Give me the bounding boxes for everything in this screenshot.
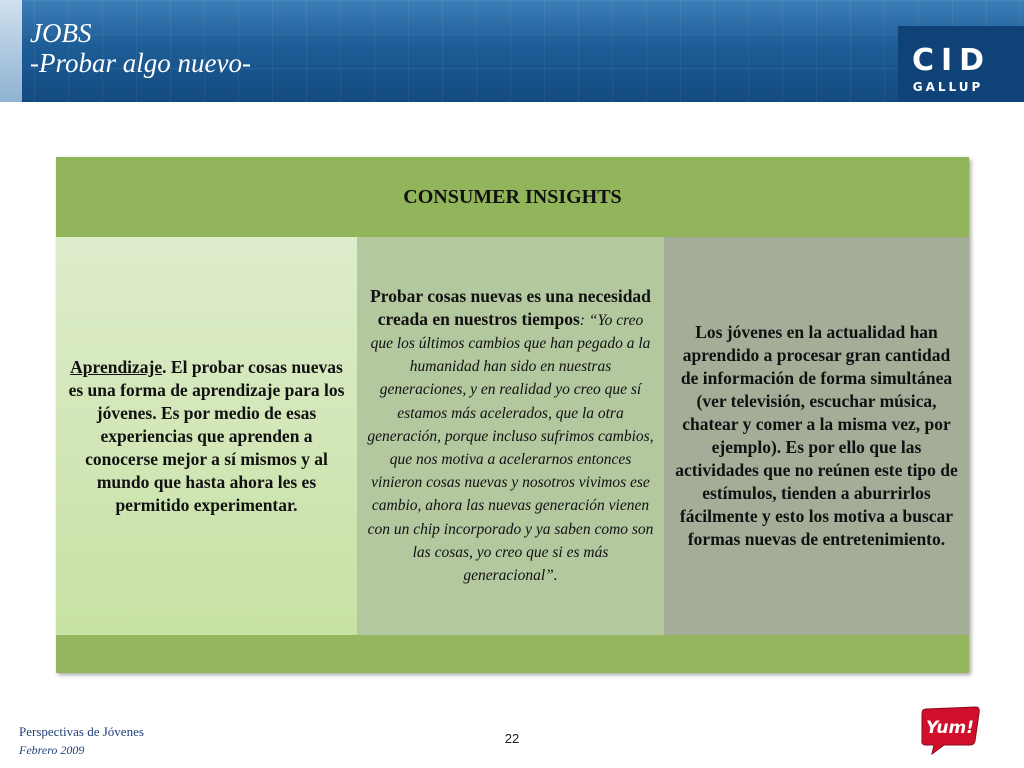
table-footer-band [56, 635, 969, 673]
footer-date: Febrero 2009 [19, 743, 85, 757]
insights-table [56, 157, 969, 673]
header-banner [0, 0, 1024, 102]
slide-title-line1: JOBS [30, 18, 92, 48]
insight-multitasking-text: Los jóvenes en la actualidad han aprendido a procesar gran cantidad de información de forma simultánea (ver televisión, escuchar música, chatear y comer a la misma vez, por ejemplo). Es por ello que las actividades que no reúnen este tipo de estímulos, tienden a aburrirlos fácilmente y esto los motiva a buscar formas nuevas de entretenimiento. [675, 322, 958, 549]
logo-gallup-text: GALLUP [912, 80, 984, 94]
insight-cell-multitasking [664, 237, 969, 635]
insight-trying-new-text [366, 285, 655, 587]
table-heading [56, 157, 969, 237]
header-stripe [0, 0, 22, 102]
insight-cell-learning [56, 237, 358, 635]
yum-logo [918, 703, 982, 755]
slide-title-line2: -Probar algo nuevo- [30, 48, 251, 78]
insight-trying-new-lead: Probar cosas nuevas es una necesidad creada en nuestros tiempos [370, 285, 651, 329]
insight-cell-trying-new [358, 237, 664, 635]
table-heading-text: CONSUMER INSIGHTS [403, 185, 622, 208]
footer-title: Perspectivas de Jóvenes [19, 724, 144, 739]
insight-trying-new-quote: : “Yo creo que los últimos cambios que han pegado a la humanidad han sido en nuestras generaciones, y en realidad yo creo que sí estamos más acelerados, que la otra generación, porque incluso sufrimos cambios, que nos motiva a acelerarnos entonces vinieron cosas nuevas y nosotros vivimos ese cambio, ahora las nuevas generación vienen con un chip incorporado y ya saben como son las cosas, yo creo que si es más generacional”. [367, 311, 654, 585]
slide-title [30, 18, 251, 78]
insight-learning-body: . El probar cosas nuevas es una forma de aprendizaje para los jóvenes. Es por medio de esas experiencias que aprenden a conocerse mejor a sí mismos y al mundo que hasta ahora les es permitido experimentar. [68, 356, 345, 515]
yum-logo-text: Yum! [925, 718, 975, 738]
page-number: 22 [504, 731, 520, 746]
logo-cid-text: CID [912, 43, 992, 78]
insight-learning-text [68, 356, 345, 517]
insight-learning-keyword: Aprendizaje [70, 356, 163, 377]
